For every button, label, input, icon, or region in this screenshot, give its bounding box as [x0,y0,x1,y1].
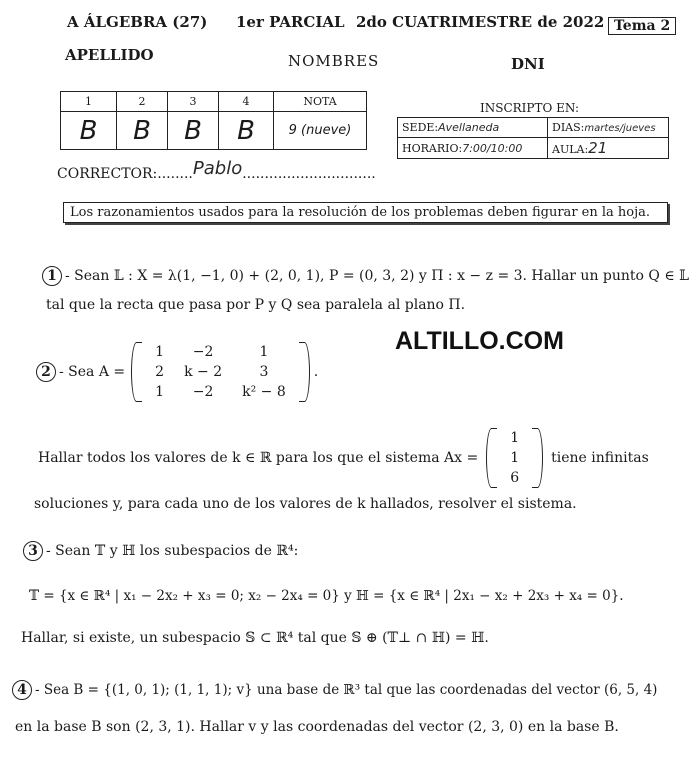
matrix-cell: 1 [259,344,269,360]
matrix-cell: 1 [155,384,165,400]
problem-number: 3 [23,541,43,561]
grade-nota: 9 (nueve) [274,112,367,150]
matrix-cell: 3 [259,364,269,380]
vector-cell: 1 [510,450,520,466]
dni-label: DNI [511,55,545,73]
corrector-value: Pablo [192,158,243,179]
grade-value: B [117,112,168,150]
problem-text: - Sean 𝕃 : X = λ(1, −1, 0) + (2, 0, 1), P = (0, 3, 2) y Π : x − z = 3. Hallar un punto Q ∈ 𝕃 [65,268,689,284]
matrix-cell: k² − 8 [242,384,286,400]
nombres-label: NOMBRES [288,52,380,70]
grade-value: B [168,112,219,150]
instructions-notice: Los razonamientos usados para la resolución de los problemas deben figurar en la hoja. [63,202,668,223]
sede-value: Avellaneda [438,121,500,134]
problem-2-cont: soluciones y, para cada uno de los valores de k hallados, resolver el sistema. [34,496,577,512]
grade-header: 2 [117,92,168,112]
problem-text: - Sean 𝕋 y ℍ los subespacios de ℝ⁴: [46,543,299,559]
cuatrimestre-label: 2do CUATRIMESTRE de 2022 [356,13,605,31]
dias-label: DIAS: [552,121,585,134]
vector-b [486,428,543,488]
apellido-label: APELLIDO [65,46,154,64]
aula-value: 21 [588,139,608,157]
grade-table [60,91,367,150]
matrix-cell: 2 [155,364,165,380]
horario-label: HORARIO: [402,141,463,155]
problem-4-cont: en la base B son (2, 3, 1). Hallar v y las coordenadas del vector (2, 3, 0) en la base B. [15,719,619,735]
problem-3-cont: Hallar, si existe, un subespacio 𝕊 ⊂ ℝ⁴ tal que 𝕊 ⊕ (𝕋⊥ ∩ ℍ) = ℍ. [21,630,489,646]
problem-3-sets: 𝕋 = {x ∈ ℝ⁴ | x₁ − 2x₂ + x₃ = 0; x₂ − 2x₄ = 0} y ℍ = {x ∈ ℝ⁴ | 2x₁ − x₂ + 2x₃ + x₄ = 0}. [29,588,624,604]
problem-text: - Sea B = {(1, 0, 1); (1, 1, 1); v} una base de ℝ³ tal que las coordenadas del vector (6, 5, 4) [35,682,658,698]
matrix-a [131,342,310,402]
corrector-field: CORRECTOR:........Pablo.............................. [57,158,376,182]
tema-badge: Tema 2 [608,17,676,35]
problem-text: - Sea A = [59,364,126,380]
matrix-cell: k − 2 [184,364,223,380]
matrix-cell: −2 [192,344,214,360]
inscripto-table [397,117,669,159]
problem-number: 2 [36,362,56,382]
problem-4 [12,680,657,700]
vector-cell: 1 [510,430,520,446]
grade-header: NOTA [274,92,367,112]
grade-header: 4 [219,92,274,112]
grade-value: B [61,112,117,150]
grade-header: 1 [61,92,117,112]
problem-1-cont: tal que la recta que pasa por P y Q sea paralela al plano Π. [46,297,466,313]
problem-2 [36,342,318,402]
problem-text: Hallar todos los valores de k ∈ ℝ para los que el sistema Ax = [38,450,479,466]
matrix-cell: 1 [155,344,165,360]
grade-value: B [219,112,274,150]
corrector-label: CORRECTOR: [57,166,158,182]
problem-2-line [38,428,649,488]
matrix-period: . [313,364,319,380]
problem-number: 4 [12,680,32,700]
course-title: A ÁLGEBRA (27) [67,13,208,31]
horario-value: 7:00/10:00 [462,141,523,155]
grade-header: 3 [168,92,219,112]
watermark: ALTILLO.COM [395,327,564,355]
problem-text: tiene infinitas [551,450,649,466]
problem-number: 1 [42,266,62,286]
dias-value: martes/jueves [584,123,656,134]
inscripto-title: INSCRIPTO EN: [480,101,580,115]
problem-3 [23,541,298,561]
parcial-label: 1er PARCIAL [236,13,345,31]
matrix-cell: −2 [192,384,214,400]
sede-label: SEDE: [402,121,439,134]
vector-cell: 6 [510,470,520,486]
problem-1 [42,266,689,286]
aula-label: AULA: [552,143,589,156]
